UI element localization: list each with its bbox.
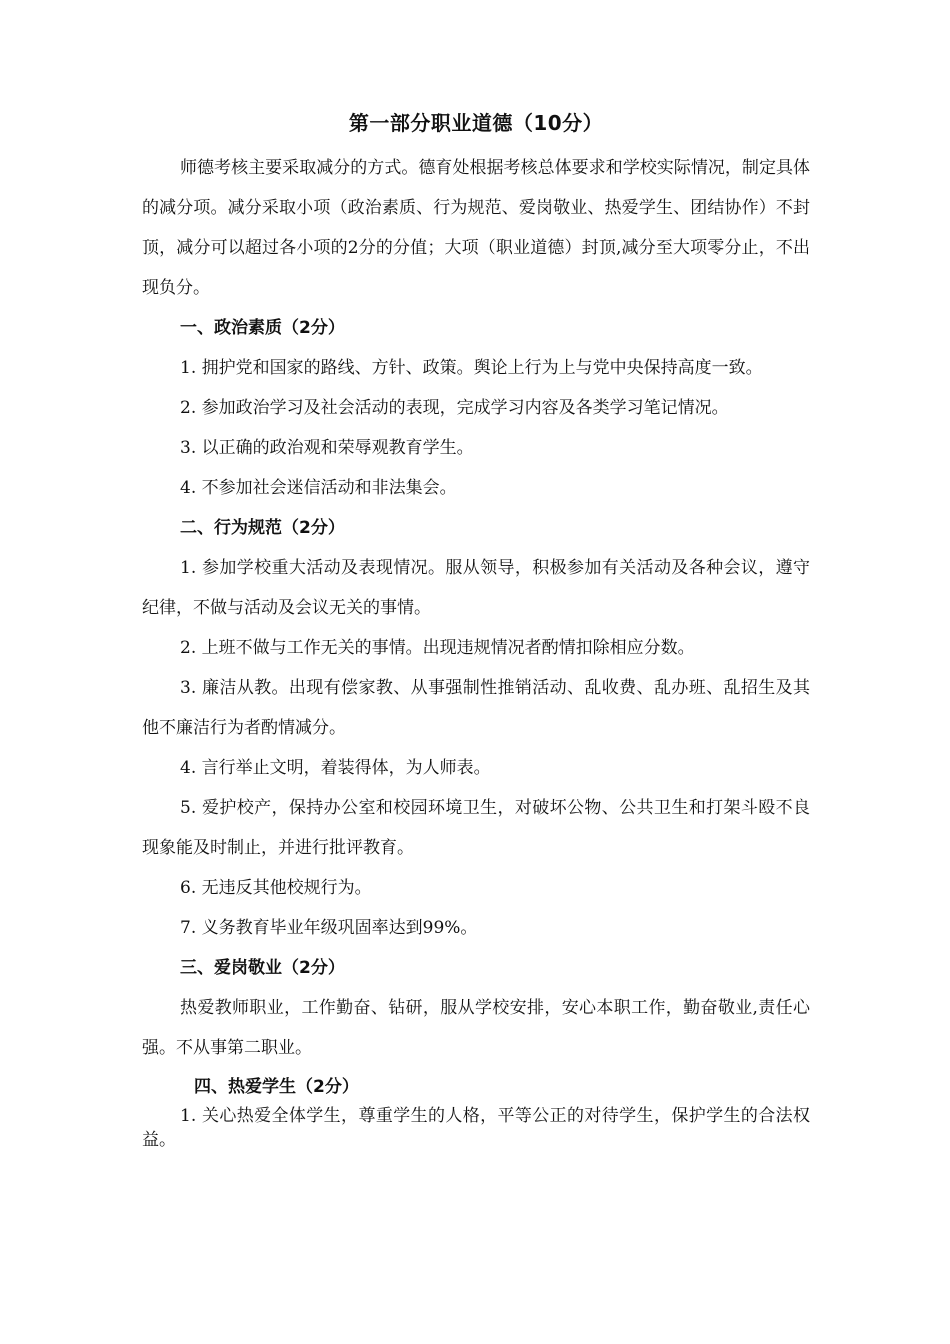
list-item: 热爱教师职业，工作勤奋、钻研，服从学校安排，安心本职工作，勤奋敬业,责任心强。不从事第二职业。 [142,998,810,1058]
list-item: 6. 无违反其他校规行为。 [180,878,372,898]
intro-paragraph: 师德考核主要采取减分的方式。德育处根据考核总体要求和学校实际情况，制定具体的减分项。减分采取小项（政治素质、行为规范、爱岗敬业、热爱学生、团结协作）不封顶，减分可以超过各小项的2分的分值；大项（职业道德）封顶,减分至大项零分止，不出现负分。 [142,158,810,298]
list-item: 3. 以正确的政治观和荣辱观教育学生。 [180,438,474,458]
list-item: 4. 不参加社会迷信活动和非法集会。 [180,478,457,498]
list-item: 1. 关心热爱全体学生，尊重学生的人格，平等公正的对待学生，保护学生的合法权益。 [142,1106,810,1150]
list-item: 1. 参加学校重大活动及表现情况。服从领导，积极参加有关活动及各种会议，遵守纪律，不做与活动及会议无关的事情。 [142,558,810,618]
list-item: 5. 爱护校产，保持办公室和校园环境卫生，对破坏公物、公共卫生和打架斗殴不良现象能及时制止，并进行批评教育。 [142,798,810,858]
section-heading-political: 一、政治素质（2分） [180,318,345,338]
section-heading-dedication: 三、爱岗敬业（2分） [180,958,345,978]
list-item: 2. 上班不做与工作无关的事情。出现违规情况者酌情扣除相应分数。 [180,638,695,658]
list-item: 2. 参加政治学习及社会活动的表现，完成学习内容及各类学习笔记情况。 [180,398,729,418]
document-title: 第一部分职业道德（10分） [348,111,604,135]
section-heading-conduct: 二、行为规范（2分） [180,518,345,538]
list-item: 3. 廉洁从教。出现有偿家教、从事强制性推销活动、乱收费、乱办班、乱招生及其他不廉洁行为者酌情减分。 [142,678,810,738]
section-heading-love-students: 四、热爱学生（2分） [194,1077,359,1097]
list-item: 7. 义务教育毕业年级巩固率达到99%。 [180,918,478,938]
document-page [142,108,810,1152]
list-item: 4. 言行举止文明，着装得体，为人师表。 [180,758,491,778]
list-item: 1. 拥护党和国家的路线、方针、政策。舆论上行为上与党中央保持高度一致。 [180,358,763,378]
